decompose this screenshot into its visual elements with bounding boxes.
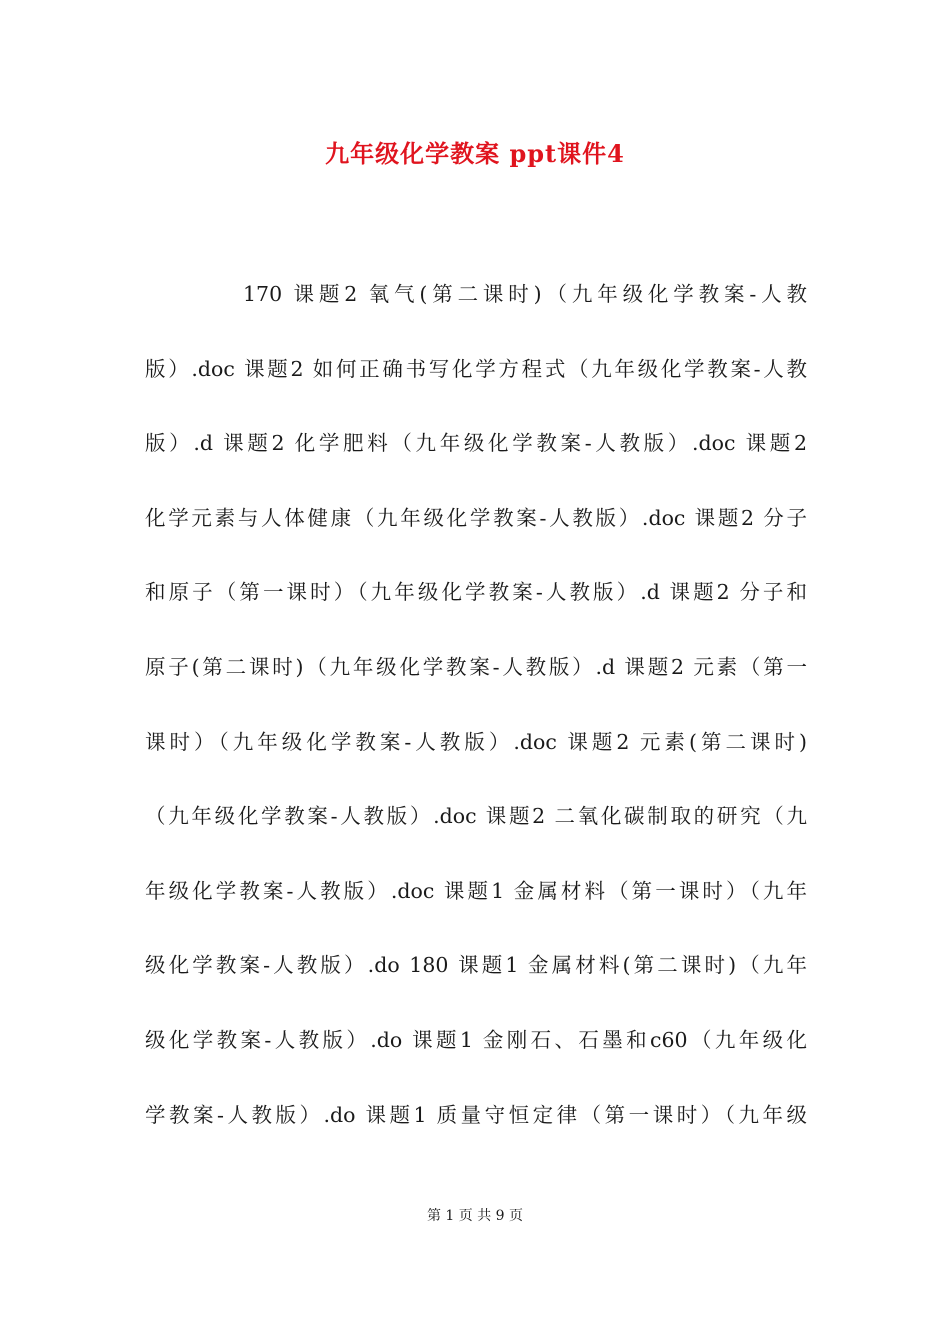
page-footer: 第 1 页 共 9 页 <box>426 1208 524 1224</box>
body-line: 和原子（第一课时）（九年级化学教案-人教版）.d 课题2 分子和 <box>145 580 807 605</box>
body-line: 课时）（九年级化学教案-人教版）.doc 课题2 元素(第二课时) <box>145 729 807 754</box>
document-title: 九年级化学教案 ppt课件4 <box>325 139 625 168</box>
body-line: 170 课题2 氧气(第二课时)（九年级化学教案-人教 <box>243 282 807 306</box>
body-line: 级化学教案-人教版）.do 课题1 金刚石、石墨和c60（九年级化 <box>145 1027 807 1052</box>
body-line: 学教案-人教版）.do 课题1 质量守恒定律（第一课时）（九年级 <box>145 1102 807 1127</box>
body-line: 化学元素与人体健康（九年级化学教案-人教版）.doc 课题2 分子 <box>145 505 807 530</box>
body-line: 级化学教案-人教版）.do 180 课题1 金属材料(第二课时)（九年 <box>145 953 807 978</box>
body-line: 版）.d 课题2 化学肥料（九年级化学教案-人教版）.doc 课题2 <box>145 431 807 456</box>
document-body <box>145 268 807 1163</box>
body-line: 版）.doc 课题2 如何正确书写化学方程式（九年级化学教案-人教 <box>145 356 807 381</box>
body-line: （九年级化学教案-人教版）.doc 课题2 二氧化碳制取的研究（九 <box>145 804 807 829</box>
body-line: 年级化学教案-人教版）.doc 课题1 金属材料（第一课时）（九年 <box>145 878 807 903</box>
body-line: 原子(第二课时)（九年级化学教案-人教版）.d 课题2 元素（第一 <box>145 654 807 679</box>
